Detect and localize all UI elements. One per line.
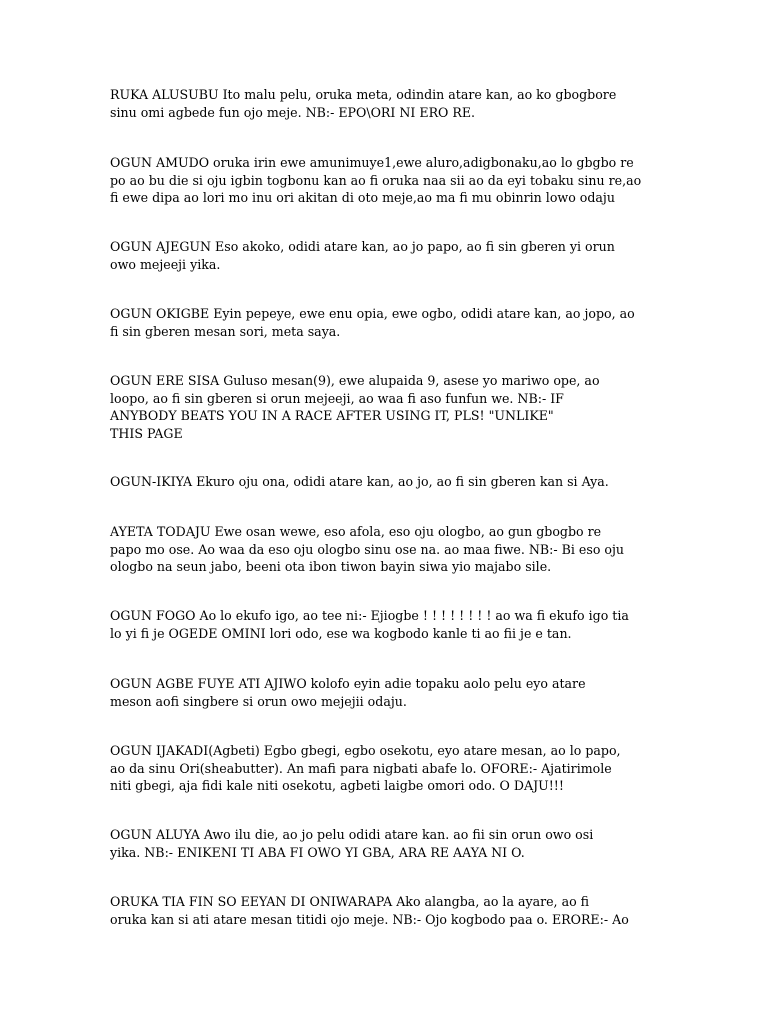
text-line: ANYBODY BEATS YOU IN A RACE AFTER USING IT, PLS! "UNLIKE" xyxy=(110,408,554,423)
text-line: po ao bu die si oju igbin togbonu kan ao fi oruka naa sii ao da eyi tobaku sinu re,ao xyxy=(110,172,642,188)
paragraph-ogun-ere-sisa xyxy=(110,372,670,442)
text-line: OGUN ALUYA Awo ilu die, ao jo pelu odidi atare kan. ao fii sin orun owo osi xyxy=(110,827,594,842)
paragraph-ogun-ajegun xyxy=(110,238,670,273)
text-line: OGUN ERE SISA Guluso mesan(9), ewe alupaida 9, asese yo mariwo ope, ao xyxy=(110,373,600,388)
text-line: owo mejeeji yika. xyxy=(110,256,221,272)
text-line: AYETA TODAJU Ewe osan wewe, eso afola, eso oju ologbo, ao gun gbogbo re xyxy=(110,524,602,539)
text-line: RUKA ALUSUBU Ito malu pelu, oruka meta, odindin atare kan, ao ko gbogbore xyxy=(110,87,617,102)
text-line: OGUN AJEGUN Eso akoko, odidi atare kan, ao jo papo, ao fi sin gberen yi orun xyxy=(110,239,615,254)
text-line: ao da sinu Ori(sheabutter). An mafi para nigbati abafe lo. OFORE:- Ajatirimole xyxy=(110,760,612,776)
text-line: OGUN AGBE FUYE ATI AJIWO kolofo eyin adie topaku aolo pelu eyo atare xyxy=(110,676,586,691)
paragraph-ogun-aluya xyxy=(110,826,670,861)
text-line: OGUN IJAKADI(Agbeti) Egbo gbegi, egbo osekotu, eyo atare mesan, ao lo papo, xyxy=(110,743,621,758)
paragraph-ogun-okigbe xyxy=(110,305,670,340)
text-line: ORUKA TIA FIN SO EEYAN DI ONIWARAPA Ako alangba, ao la ayare, ao fi xyxy=(110,894,590,909)
text-line: THIS PAGE xyxy=(110,425,183,441)
text-line: OGUN FOGO Ao lo ekufo igo, ao tee ni:- Ejiogbe ! ! ! ! ! ! ! ! ao wa fi ekufo igo tia xyxy=(110,608,629,623)
paragraph-ogun-fogo xyxy=(110,607,670,642)
text-line: papo mo ose. Ao waa da eso oju ologbo sinu ose na. ao maa fiwe. NB:- Bi eso oju xyxy=(110,541,625,557)
text-line: niti gbegi, aja fidi kale niti osekotu, agbeti laigbe omori odo. O DAJU!!! xyxy=(110,778,564,793)
paragraph-ogun-amudo xyxy=(110,154,670,207)
text-line: OGUN AMUDO oruka irin ewe amunimuye1,ewe aluro,adigbonaku,ao lo gbgbo re xyxy=(110,155,634,170)
text-line: lo yi fi je OGEDE OMINI lori odo, ese wa kogbodo kanle ti ao fii je e tan. xyxy=(110,625,572,641)
text-line: yika. NB:- ENIKENI TI ABA FI OWO YI GBA, ARA RE AAYA NI O. xyxy=(110,844,525,860)
text-line: OGUN OKIGBE Eyin pepeye, ewe enu opia, ewe ogbo, odidi atare kan, ao jopo, ao xyxy=(110,306,635,321)
text-line: ologbo na seun jabo, beeni ota ibon tiwon bayin siwa yio majabo sile. xyxy=(110,559,552,574)
paragraph-ogun-ikiya xyxy=(110,473,670,491)
text-line: loopo, ao fi sin gberen si orun mejeeji, ao waa fi aso funfun we. NB:- IF xyxy=(110,390,564,406)
paragraph-ruka-alusubu xyxy=(110,86,670,121)
text-line: meson aofi singbere si orun owo mejejii odaju. xyxy=(110,693,407,709)
text-line: OGUN-IKIYA Ekuro oju ona, odidi atare kan, ao jo, ao fi sin gberen kan si Aya. xyxy=(110,474,609,489)
paragraph-oruka-tia-fin xyxy=(110,893,670,928)
paragraph-ayeta-todaju xyxy=(110,523,670,576)
paragraph-ogun-agbe-fuye xyxy=(110,675,670,710)
text-line: sinu omi agbede fun ojo meje. NB:- EPO\ORI NI ERO RE. xyxy=(110,104,476,120)
text-line: fi sin gberen mesan sori, meta saya. xyxy=(110,323,341,339)
text-line: fi ewe dipa ao lori mo inu ori akitan di oto meje,ao ma fi mu obinrin lowo odaju xyxy=(110,190,615,205)
text-line: oruka kan si ati atare mesan titidi ojo meje. NB:- Ojo kogbodo paa o. ERORE:- Ao xyxy=(110,911,629,927)
paragraph-ogun-ijakadi xyxy=(110,742,670,795)
